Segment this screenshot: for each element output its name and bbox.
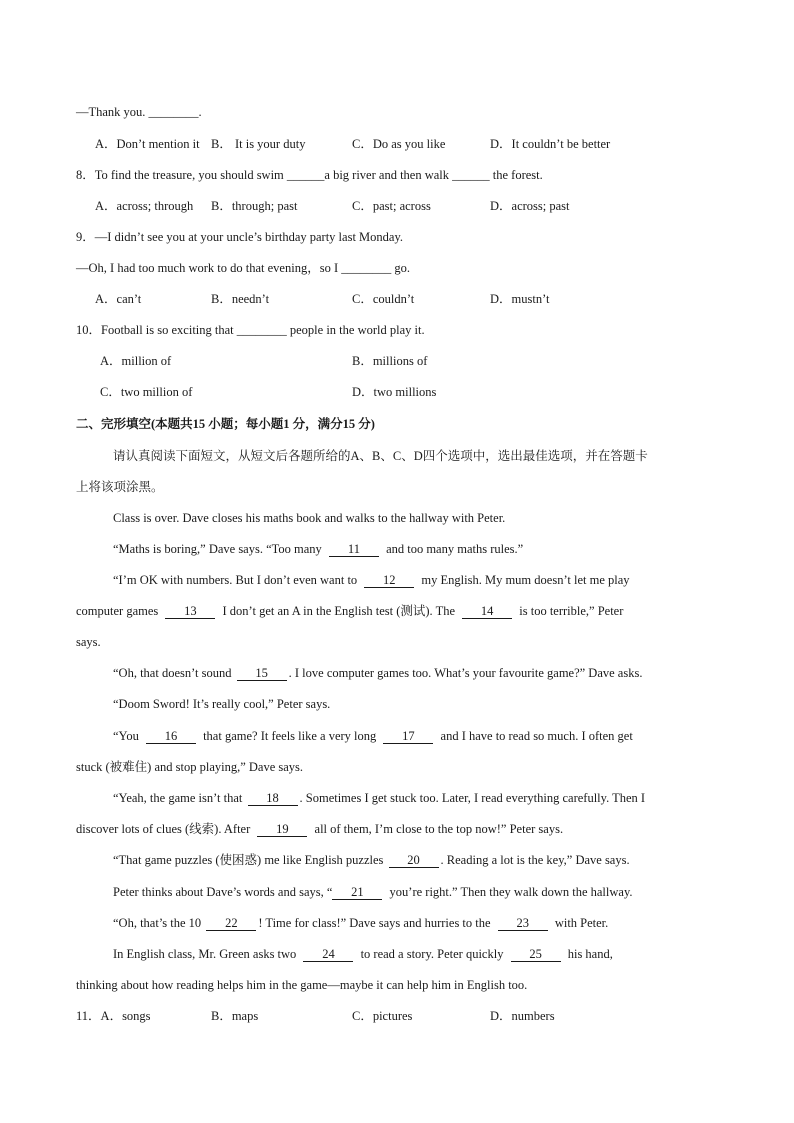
passage-line-16: thinking about how reading helps him in the game—maybe it can help him in English too. <box>76 978 528 992</box>
passage-line-8: “You 16 that game? It feels like a very long 17 and I have to read so much. I often get <box>113 729 633 743</box>
q10-option-b: B．millions of <box>352 354 428 368</box>
blank-23[interactable]: 23 <box>498 916 548 931</box>
passage-line-9: stuck (被难住) and stop playing,” Dave says. <box>76 760 304 774</box>
q10-option-d: D．two millions <box>352 385 437 399</box>
passage-line-13: Peter thinks about Dave’s words and says, “ 21 you’re right.” Then they walk down the hallway. <box>113 885 633 899</box>
q7-response: —Thank you. ________. <box>76 105 202 119</box>
blank-21[interactable]: 21 <box>332 885 382 900</box>
q9-option-d: D．mustn’t <box>490 292 550 306</box>
passage-line-11: discover lots of clues (线索). After 19 all of them, I’m close to the top now!” Peter says. <box>76 822 564 836</box>
q9-option-c: C．couldn’t <box>352 292 415 306</box>
passage-line-15: In English class, Mr. Green asks two 24 to read a story. Peter quickly 25 his hand, <box>113 947 613 961</box>
passage-line-10: “Yeah, the game isn’t that 18 . Sometimes I get stuck too. Later, I read everything carefully. Then I <box>113 791 646 805</box>
passage-line-14: “Oh, that’s the 10 22 ! Time for class!” Dave says and hurries to the 23 with Peter. <box>113 916 609 930</box>
instructions-line-1: 请认真阅读下面短文，从短文后各题所给的A、B、C、D四个选项中，选出最佳选项，并在答题卡 <box>113 449 648 463</box>
q11-option-b: B．maps <box>211 1009 259 1023</box>
blank-20[interactable]: 20 <box>389 853 439 868</box>
blank-15[interactable]: 15 <box>237 666 287 681</box>
passage-line-6: “Oh, that doesn’t sound 15 . I love computer games too. What’s your favourite game?” Dave asks. <box>113 666 643 680</box>
q9-stem-2: —Oh, I had too much work to do that evening，so I ________ go. <box>76 261 410 275</box>
blank-12[interactable]: 12 <box>364 573 414 588</box>
blank-17[interactable]: 17 <box>383 729 433 744</box>
blank-22[interactable]: 22 <box>206 916 256 931</box>
q8-stem: 8．To find the treasure, you should swim ______a big river and then walk ______ the forest. <box>76 168 543 182</box>
passage-line-4: computer games 13 I don’t get an A in the English test (测试). The 14 is too terrible,” Peter <box>76 604 624 618</box>
q11-option-d: D．numbers <box>490 1009 555 1023</box>
q9-option-a: A．can’t <box>95 292 142 306</box>
blank-24[interactable]: 24 <box>303 947 353 962</box>
blank-11[interactable]: 11 <box>329 542 379 557</box>
blank-25[interactable]: 25 <box>511 947 561 962</box>
blank-14[interactable]: 14 <box>462 604 512 619</box>
blank-16[interactable]: 16 <box>146 729 196 744</box>
q9-stem: 9．—I didn’t see you at your uncle’s birthday party last Monday. <box>76 230 404 244</box>
passage-line-3: “I’m OK with numbers. But I don’t even want to 12 my English. My mum doesn’t let me play <box>113 573 630 587</box>
q7-option-c: C．Do as you like <box>352 137 446 151</box>
q10-stem: 10．Football is so exciting that ________ people in the world play it. <box>76 323 425 337</box>
q11-option-a: 11．A．songs <box>76 1009 151 1023</box>
q8-option-b: B．through; past <box>211 199 298 213</box>
q9-option-b: B．needn’t <box>211 292 270 306</box>
passage-line-2: “Maths is boring,” Dave says. “Too many 11 and too many maths rules.” <box>113 542 524 556</box>
q8-option-a: A．across; through <box>95 199 194 213</box>
section-2-heading: 二、完形填空(本题共15 小题；每小题1 分，满分15 分) <box>76 417 375 431</box>
passage-line-1: Class is over. Dave closes his maths book and walks to the hallway with Peter. <box>113 511 506 525</box>
passage-line-12: “That game puzzles (使困惑) me like English puzzles 20 . Reading a lot is the key,” Dave says. <box>113 853 630 867</box>
q7-option-a: A．Don’t mention it <box>95 137 200 151</box>
blank-13[interactable]: 13 <box>165 604 215 619</box>
q11-option-c: C．pictures <box>352 1009 413 1023</box>
q8-option-c: C．past; across <box>352 199 431 213</box>
blank-19[interactable]: 19 <box>257 822 307 837</box>
q10-option-a: A．million of <box>100 354 172 368</box>
instructions-line-2: 上将该项涂黑。 <box>76 480 164 494</box>
q10-option-c: C．two million of <box>100 385 193 399</box>
q7-option-d: D．It couldn’t be better <box>490 137 611 151</box>
q8-option-d: D．across; past <box>490 199 570 213</box>
q7-option-b: B． It is your duty <box>211 137 306 151</box>
passage-line-5: says. <box>76 635 101 649</box>
passage-line-7: “Doom Sword! It’s really cool,” Peter says. <box>113 697 331 711</box>
blank-18[interactable]: 18 <box>248 791 298 806</box>
